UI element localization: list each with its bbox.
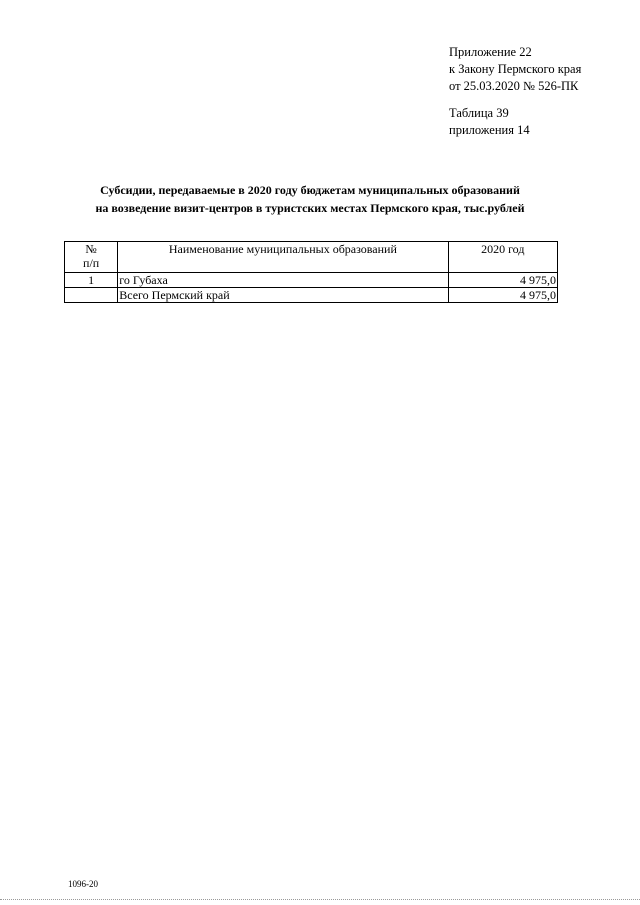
table-reference (449, 105, 530, 139)
page-edge-line (0, 899, 640, 901)
appendix-reference: приложения 14 (449, 123, 530, 137)
table-row (65, 273, 558, 288)
total-name: Всего Пермский край (118, 288, 448, 303)
row-value: 4 975,0 (448, 273, 557, 288)
appendix-header (449, 44, 581, 95)
header-num-cell (65, 242, 118, 273)
table-number: Таблица 39 (449, 106, 509, 120)
title-line-1: Субсидии, передаваемые в 2020 году бюджетам муниципальных образований (100, 183, 520, 197)
appendix-number: Приложение 22 (449, 45, 532, 59)
total-num (65, 288, 118, 303)
law-date-number: от 25.03.2020 № 526-ПК (449, 79, 579, 93)
table-header-row (65, 242, 558, 273)
document-code: 1096-20 (68, 879, 98, 889)
header-num: № (85, 242, 97, 256)
document-title (60, 181, 560, 217)
total-value: 4 975,0 (448, 288, 557, 303)
header-year: 2020 год (448, 242, 557, 273)
subsidy-table (64, 241, 558, 303)
header-name: Наименование муниципальных образований (118, 242, 448, 273)
title-line-2: на возведение визит-центров в туристских местах Пермского края, тыс.рублей (95, 201, 525, 215)
table-total-row (65, 288, 558, 303)
row-num: 1 (65, 273, 118, 288)
law-reference: к Закону Пермского края (449, 62, 582, 76)
header-num-sub: п/п (83, 256, 100, 270)
row-name: го Губаха (118, 273, 448, 288)
